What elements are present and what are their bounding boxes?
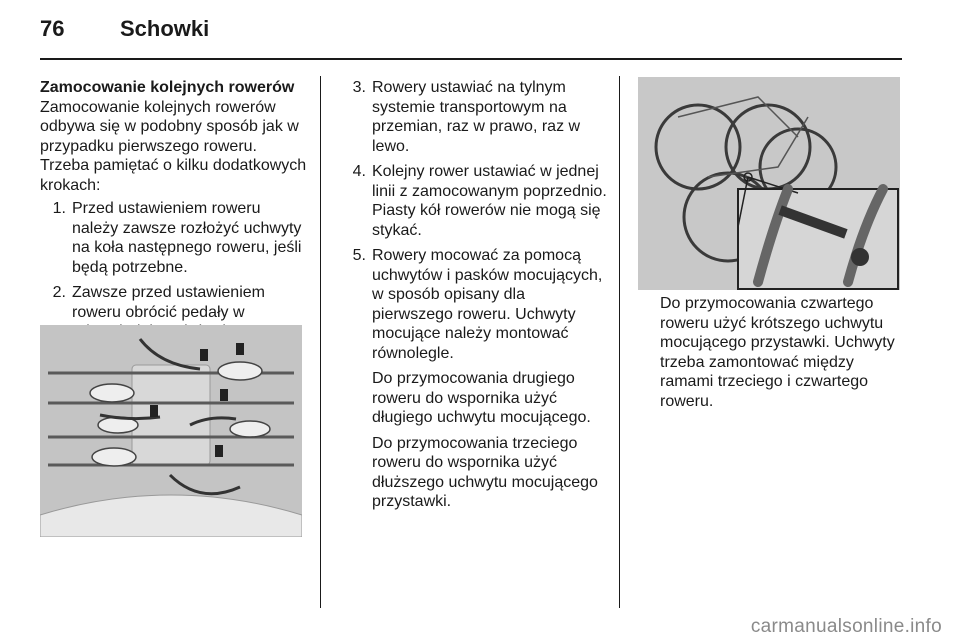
page-header [40,16,209,42]
step-item [340,246,608,512]
step-number: 3. [352,79,366,96]
step-text-block [372,246,608,512]
column-divider-right [619,76,620,608]
step-number: 4. [352,163,366,180]
bike-carrier-rear-drawing [40,325,302,537]
second-bike-note: Do przymocowania drugiego roweru do wspornika użyć długiego uchwytu mocującego. [372,370,591,426]
column-1 [40,78,308,348]
watermark: carmanualsonline.info [750,616,942,637]
column-2 [340,78,608,518]
step-text: Rowery mocować za pomocą uchwytów i pasków mocujących, w sposób opisany dla pierwszego roweru. Uchwyty mocujące należy montować równolegle. [372,247,603,362]
column-3 [660,294,905,411]
bike-holder-detail-illustration [638,77,900,290]
step-number: 2. [52,284,66,301]
step-item [340,78,608,156]
step-number: 1. [52,200,66,217]
page-number: 76 [40,16,65,41]
steps-list-2 [340,78,608,512]
step-text: Rowery ustawiać na tylnym systemie transportowym na przemian, raz w prawo, raz w lewo. [372,79,581,155]
section-title: Schowki [120,16,210,41]
header-rule [40,58,902,60]
step-item [40,199,308,277]
fourth-bike-note: Do przymocowania czwartego roweru użyć krótszego uchwytu mocującego przystawki. Uchwyty trzeba zamontować między ramami trzeciego i czwartego roweru. [660,295,895,410]
step-text: Przed ustawieniem roweru należy zawsze rozłożyć uchwyty na koła następnego roweru, jeśli będą potrzebne. [72,200,302,276]
column-divider-left [320,76,321,608]
bike-carrier-rear-illustration [40,325,302,537]
intro-paragraph: Zamocowanie kolejnych rowerów odbywa się w podobny sposób jak w przypadku pierwszego roweru. Trzeba pamiętać o kilku dodatkowych krokach: [40,98,307,194]
steps-list-1 [40,199,308,342]
third-bike-note: Do przymocowania trzeciego roweru do wspornika użyć dłuższego uchwytu mocującego przystawki. [372,434,598,510]
step-text: Kolejny rower ustawiać w jednej linii z zamocowanym poprzednio. Piasty kół rowerów nie mogą się stykać. [372,163,607,239]
subsection-heading: Zamocowanie kolejnych rowerów [40,79,295,96]
step-item [340,162,608,240]
bike-holder-detail-drawing [638,77,900,290]
step-number: 5. [352,247,366,264]
step-text: Zawsze przed ustawieniem roweru obrócić pedały w [72,284,265,321]
